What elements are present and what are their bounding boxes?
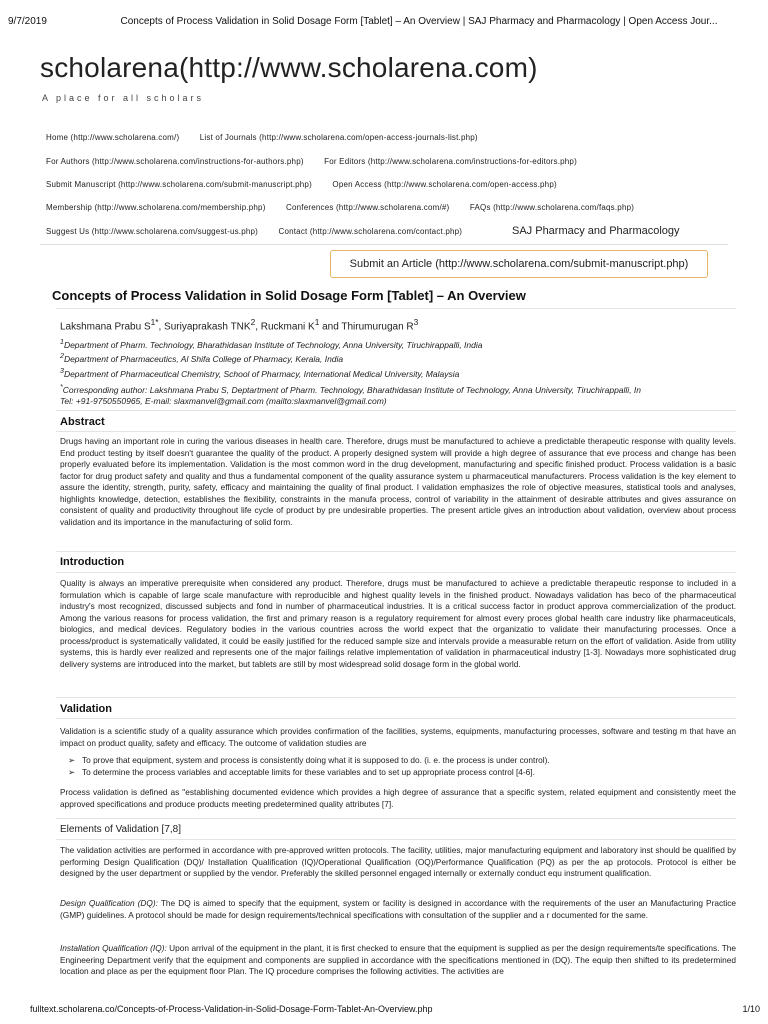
print-date: 9/7/2019 xyxy=(8,16,47,27)
affiliations xyxy=(60,337,736,380)
bullet-text: To prove that equipment, system and process is consistently doing what it is supposed to do. (i. e. the process is under control). xyxy=(82,755,550,765)
affiliation-sup: 2 xyxy=(60,352,64,361)
section-divider xyxy=(56,572,736,573)
affiliation-sup: 3 xyxy=(60,366,64,375)
validation-text: Validation is a scientific study of a quality assurance which provides confirmation of the facilities, systems, equipments, manufacturing processes, software and testing m that have an impact on product quality, safety and efficacy. The outcome of validation studies are xyxy=(60,726,736,748)
iq-text: Upon arrival of the equipment in the plant, it is first checked to ensure that the equipment is supplied as per the design requirements/te specifications. The Engineering Department verify that the equipment and components are supplied in accordance with the specifications mentioned in (DQ). The equip then shifted to its predetermined location and place as per the equipment floor Plan. The IQ procedure comprises the following activities. The activities are xyxy=(60,943,736,976)
author-sup: 1* xyxy=(150,317,159,327)
print-title: Concepts of Process Validation in Solid Dosage Form [Tablet] – An Overview | SAJ Pharmacy and Pharmacology | Open Access Jour... xyxy=(120,16,718,27)
nav-link-authors[interactable]: For Authors (http://www.scholarena.com/instructions-for-authors.php) xyxy=(46,157,304,166)
submit-article-button[interactable]: Submit an Article (http://www.scholarena.com/submit-manuscript.php) xyxy=(330,250,708,278)
nav-link-journals[interactable]: List of Journals (http://www.scholarena.com/open-access-journals-list.php) xyxy=(199,133,478,142)
introduction-text: Quality is always an imperative prerequisite when considered any product. Therefore, drugs must be manufactured to achieve a predictable therapeutic response to included in a formulation which is capable of large scale manufacture with reproducible and highest quality levels in the finished product. Nowadays validation has beco of the pharmaceutical industry's most recognized, discussed subjects and fond in number of pharmaceutical industries. It is a critical success factor in product approva commercialization of the product. Among the various reasons for process validation, the first and primary reason is a regulatory requirement for almost every proces global health care industry like pharmaceuticals, biologics, and medical devices. Regulatory bodies in the various countries across the world expect that the organizatio to validate their manufacturing processes. Once a process/product is systematically validated, it could be easily justified for the reduced sample size and intervals provide a measurable return on the effort of validation. Aside from utility systems, this is hardly ever realized and represents one of the major failings relative implementation of validation in pharmaceutical industry [1-3]. Nowadays more sophisticated drug delivery systems are introduced into the market, but tablets are still by most widespread solid dosage form in the global world. xyxy=(60,578,736,669)
affiliation-text: Department of Pharmaceutical Chemistry, School of Pharmacy, International Medical University, Malaysia xyxy=(63,368,460,379)
affiliation-line xyxy=(60,351,736,365)
section-divider xyxy=(56,718,736,719)
introduction-body xyxy=(60,578,736,693)
nav-row-1 xyxy=(46,133,496,142)
affiliation-line xyxy=(60,366,736,380)
title-divider xyxy=(56,308,736,309)
author-list xyxy=(60,317,736,333)
section-divider xyxy=(56,818,736,819)
nav-row-4 xyxy=(46,203,652,212)
print-footer xyxy=(30,1004,760,1014)
corresponding-sup: * xyxy=(60,383,63,391)
nav-link-open-access[interactable]: Open Access (http://www.scholarena.com/open-access.php) xyxy=(332,180,557,189)
article-title: Concepts of Process Validation in Solid Dosage Form [Tablet] – An Overview xyxy=(52,288,526,303)
contact-line[interactable]: Tel: +91-9750550965, E-mail: slaxmanvel@gmail.com (mailto:slaxmanvel@gmail.com) xyxy=(60,396,387,407)
page-number: 1/10 xyxy=(742,1004,760,1014)
installation-qualification xyxy=(60,943,736,978)
corresponding-line xyxy=(60,382,736,396)
introduction-heading: Introduction xyxy=(60,556,125,568)
abstract-heading: Abstract xyxy=(60,416,105,428)
corresponding-author xyxy=(60,382,736,408)
design-qualification xyxy=(60,898,736,933)
dq-paragraph xyxy=(60,898,736,921)
dq-label: Design Qualification (DQ): xyxy=(60,898,158,908)
iq-paragraph xyxy=(60,943,736,978)
bullet-text: To determine the process variables and acceptable limits for these variables and to set up appropriate process control [4-6]. xyxy=(82,766,535,777)
author-sup: 3 xyxy=(413,317,419,327)
validation-heading: Validation xyxy=(60,703,112,715)
author-name: , Ruckmani K xyxy=(255,321,315,333)
nav-link-editors[interactable]: For Editors (http://www.scholarena.com/instructions-for-editors.php) xyxy=(324,157,577,166)
author-sup: 2 xyxy=(250,317,256,327)
section-divider xyxy=(56,839,736,840)
site-tagline: A place for all scholars xyxy=(42,93,205,103)
affiliation-line xyxy=(60,337,736,351)
nav-link-contact[interactable]: Contact (http://www.scholarena.com/contact.php) xyxy=(278,227,463,236)
author-name: Lakshmana Prabu S xyxy=(60,321,151,333)
nav-row-3 xyxy=(46,180,575,189)
elements-body xyxy=(60,845,736,891)
nav-link-conferences[interactable]: Conferences (http://www.scholarena.com/#) xyxy=(286,203,450,212)
bullet-item xyxy=(64,767,736,779)
nav-row-2 xyxy=(46,157,595,166)
iq-label: Installation Qualification (IQ): xyxy=(60,943,167,953)
site-title[interactable]: scholarena(http://www.scholarena.com) xyxy=(40,52,538,83)
validation-intro xyxy=(60,726,736,749)
validation-definition xyxy=(60,787,736,810)
nav-row-5 xyxy=(46,227,480,236)
author-name: , Suriyaprakash TNK xyxy=(158,321,251,333)
abstract-body xyxy=(60,436,736,548)
bullet-item xyxy=(64,755,736,767)
section-divider xyxy=(56,431,736,432)
affiliation-sup: 1 xyxy=(60,338,64,346)
abstract-text: Drugs having an important role in curing the various diseases in health care. Therefore, drugs must be manufactured to achieve a predictable therapeutic response with quality levels. End product testing by itself doesn't guarantee the quality of the product. A properly designed system will provide a high degree of assurance that eve process and change has been properly evaluated before its implementation. Validation is the most common word in the drug development, manufacturing and specific finished product. Process validation is a basic factor for drug product safety and quality and thus a fundamental component of the quality assurance system u pharmaceutical manufacturers. Process validation is the key element to assure the identity, strength, purity, safety, efficacy and maintaining the quality of final product. I validation emphasizes the role of objective measures, statistical tools and analyses, highlights knowledge, detection, establishes the flexibility, constraints in the manufa process, control of variability in the attainment of desirable attributes and gives assurance on consistent of quality and productivity throughout life cycle of product by pre undesirable properties. The present article gives an introduction about validation, overview about process validation and its importance in the manufacturing of solid form. xyxy=(60,436,736,527)
print-header xyxy=(8,16,760,27)
section-divider xyxy=(56,410,736,411)
validation-definition-text: Process validation is defined as "establishing documented evidence which provides a high degree of assurance that a specific system, related equipment and consistently meet the approved specifications and produce products meeting predetermined quality attributes [7]. xyxy=(60,787,736,809)
arrow-bullet-icon: ➢ xyxy=(68,766,75,777)
affiliation-text: Department of Pharmaceutics, Al Shifa College of Pharmacy, Kerala, India xyxy=(63,354,344,365)
section-divider xyxy=(56,551,736,552)
nav-link-suggest[interactable]: Suggest Us (http://www.scholarena.com/suggest-us.php) xyxy=(46,227,259,236)
header-divider xyxy=(40,244,728,245)
author-sup: 1 xyxy=(314,317,320,327)
section-divider xyxy=(56,697,736,698)
journal-name[interactable]: SAJ Pharmacy and Pharmacology xyxy=(512,225,680,237)
corresponding-text: Corresponding author: Lakshmana Prabu S, Deptartment of Pharm. Technology, Bharathidasan Institute of Technology, Anna University, Tiruchirappalli, In xyxy=(62,384,642,395)
elements-text: The validation activities are performed in accordance with pre-approved written protocols. The facility, utilities, major manufacturing equipment and laboratory inst should be qualified by performing Design Qualification (DQ)/ Installation Qualification (IQ)/Operational Qualification (OQ)/Performance Qualification (PQ) as per the ap protocols. Protocol is either be designed by the user department or supplied by the vendor. Preferably the skilled personnel engaged internally or externally conduct equ instrument qualification. xyxy=(60,845,736,878)
validation-bullets xyxy=(64,755,736,778)
affiliation-text: Department of Pharm. Technology, Bharathidasan Institute of Technology, Anna University, Tiruchirappalli, India xyxy=(63,339,483,350)
nav-link-membership[interactable]: Membership (http://www.scholarena.com/membership.php) xyxy=(46,203,266,212)
elements-heading: Elements of Validation [7,8] xyxy=(60,824,181,835)
page-url: fulltext.scholarena.co/Concepts-of-Process-Validation-in-Solid-Dosage-Form-Tablet-An-Overview.php xyxy=(30,1004,433,1014)
arrow-bullet-icon: ➢ xyxy=(68,755,75,765)
nav-link-faqs[interactable]: FAQs (http://www.scholarena.com/faqs.php) xyxy=(469,203,635,212)
dq-text: The DQ is aimed to specify that the equipment, system or facility is designed in accordance with the requirements of the user an Manufacturing Practice (GMP) guidelines. A protocol should be made for design requirements/technical specifications with consultation of the supplier and a r documented for the same. xyxy=(60,898,736,920)
author-name: and Thirumurugan R xyxy=(319,321,414,333)
nav-link-submit[interactable]: Submit Manuscript (http://www.scholarena.com/submit-manuscript.php) xyxy=(46,180,312,189)
nav-link-home[interactable]: Home (http://www.scholarena.com/) xyxy=(46,133,180,142)
